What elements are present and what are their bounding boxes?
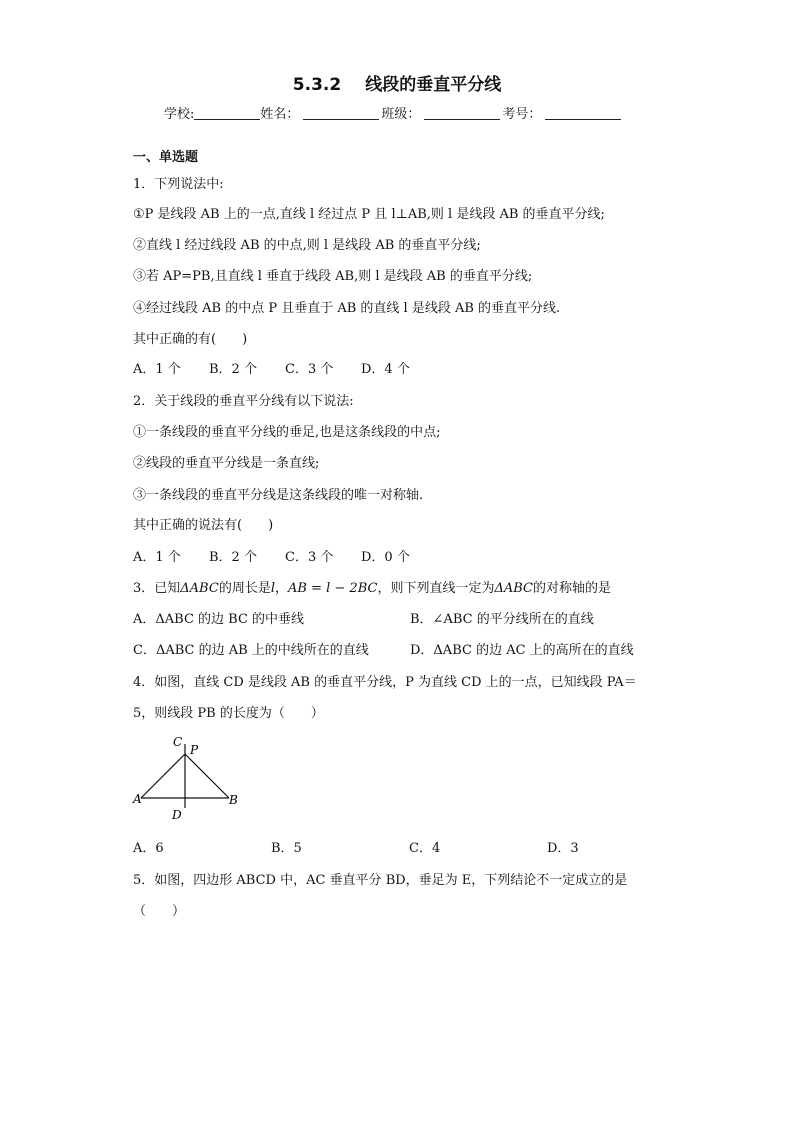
q2-option-c[interactable]: C．3 个 <box>285 550 334 565</box>
q1-statement-2: ②直线 l 经过线段 AB 的中点,则 l 是线段 AB 的垂直平分线; <box>133 238 481 253</box>
q4-stem-line-1: 4．如图，直线 CD 是线段 AB 的垂直平分线，P 为直线 CD 上的一点，已知线段 PA＝ <box>133 675 637 690</box>
q3-stem-e: 的对称轴的是 <box>533 581 612 596</box>
segment-pb <box>185 754 229 798</box>
q3-stem-a: 3．已知 <box>133 581 181 596</box>
q3-triangle-2: ΔABC <box>494 581 533 596</box>
q3-stem <box>133 577 611 596</box>
q1-options <box>133 358 410 377</box>
class-blank[interactable] <box>424 106 500 120</box>
q3-triangle-1: ΔABC <box>180 581 219 596</box>
q1-option-b[interactable]: B．2 个 <box>209 362 257 377</box>
q5-stem-line-2: （ ） <box>133 904 186 919</box>
label-b: B <box>229 793 238 807</box>
q1-stem: 1．下列说法中: <box>133 177 224 192</box>
id-label: 考号： <box>502 107 542 122</box>
name-blank[interactable] <box>303 106 379 120</box>
q1-statement-3: ③若 AP=PB,且直线 l 垂直于线段 AB,则 l 是线段 AB 的垂直平分线; <box>133 269 533 284</box>
segment-pa <box>141 754 185 798</box>
label-a: A <box>133 792 142 806</box>
q4-option-d[interactable]: D．3 <box>547 841 579 856</box>
q2-option-d[interactable]: D．0 个 <box>361 550 410 565</box>
q3-options-row-1 <box>133 608 594 627</box>
section-title: 一、单选题 <box>133 150 199 165</box>
label-p: P <box>190 743 199 757</box>
q2-statement-2: ②线段的垂直平分线是一条直线; <box>133 456 320 471</box>
q3-option-a[interactable]: A．ΔABC 的边 BC 的中垂线 <box>133 612 305 627</box>
q5-stem-line-1: 5．如图，四边形 ABCD 中，AC 垂直平分 BD，垂足为 E，下列结论不一定成立的是 <box>133 873 628 888</box>
q4-figure <box>128 730 248 826</box>
q4-option-a[interactable]: A．6 <box>133 841 164 856</box>
q2-stem: 2．关于线段的垂直平分线有以下说法: <box>133 394 354 409</box>
q1-statement-4: ④经过线段 AB 的中点 P 且垂直于 AB 的直线 l 是线段 AB 的垂直平分线. <box>133 301 561 316</box>
q1-option-c[interactable]: C．3 个 <box>285 362 334 377</box>
q1-option-d[interactable]: D．4 个 <box>361 362 410 377</box>
class-label: 班级： <box>381 107 421 122</box>
q3-stem-b: 的周长是 <box>218 581 271 596</box>
q3-option-d[interactable]: D．ΔABC 的边 AC 上的高所在的直线 <box>410 643 634 658</box>
q2-question: 其中正确的说法有( ) <box>133 518 274 533</box>
name-label: 姓名： <box>260 107 300 122</box>
lesson-number: 5.3.2 <box>292 75 342 95</box>
q3-stem-d: ，则下列直线一定为 <box>377 581 495 596</box>
school-blank[interactable] <box>194 106 260 120</box>
q1-statement-1: ①P 是线段 AB 上的一点,直线 l 经过点 P 且 l⊥AB,则 l 是线段 AB 的垂直平分线; <box>133 207 605 222</box>
id-blank[interactable] <box>545 106 621 120</box>
q3-option-b[interactable]: B．∠ABC 的平分线所在的直线 <box>410 612 594 627</box>
label-c: C <box>173 735 183 749</box>
q3-formula: AB = l − 2BC <box>288 581 378 596</box>
school-label: 学校: <box>164 107 195 122</box>
q3-perimeter-var: l <box>270 581 275 596</box>
q3-option-c[interactable]: C．ΔABC 的边 AB 上的中线所在的直线 <box>133 643 369 658</box>
student-info-row <box>164 103 621 122</box>
page-title <box>0 70 794 95</box>
q4-stem-line-2: 5，则线段 PB 的长度为（ ） <box>133 706 324 721</box>
lesson-title: 线段的垂直平分线 <box>365 75 502 95</box>
q4-option-b[interactable]: B．5 <box>271 841 302 856</box>
q1-question: 其中正确的有( ) <box>133 332 248 347</box>
q2-options <box>133 546 410 565</box>
q3-stem-c: ， <box>275 581 289 596</box>
q4-options <box>133 837 579 856</box>
q2-option-a[interactable]: A．1 个 <box>133 550 181 565</box>
q2-statement-3: ③一条线段的垂直平分线是这条线段的唯一对称轴. <box>133 488 424 503</box>
label-d: D <box>172 808 182 822</box>
q4-option-c[interactable]: C．4 <box>409 841 441 856</box>
q1-option-a[interactable]: A．1 个 <box>133 362 181 377</box>
q3-options-row-2 <box>133 639 634 658</box>
q2-option-b[interactable]: B．2 个 <box>209 550 257 565</box>
q2-statement-1: ①一条线段的垂直平分线的垂足,也是这条线段的中点; <box>133 425 441 440</box>
